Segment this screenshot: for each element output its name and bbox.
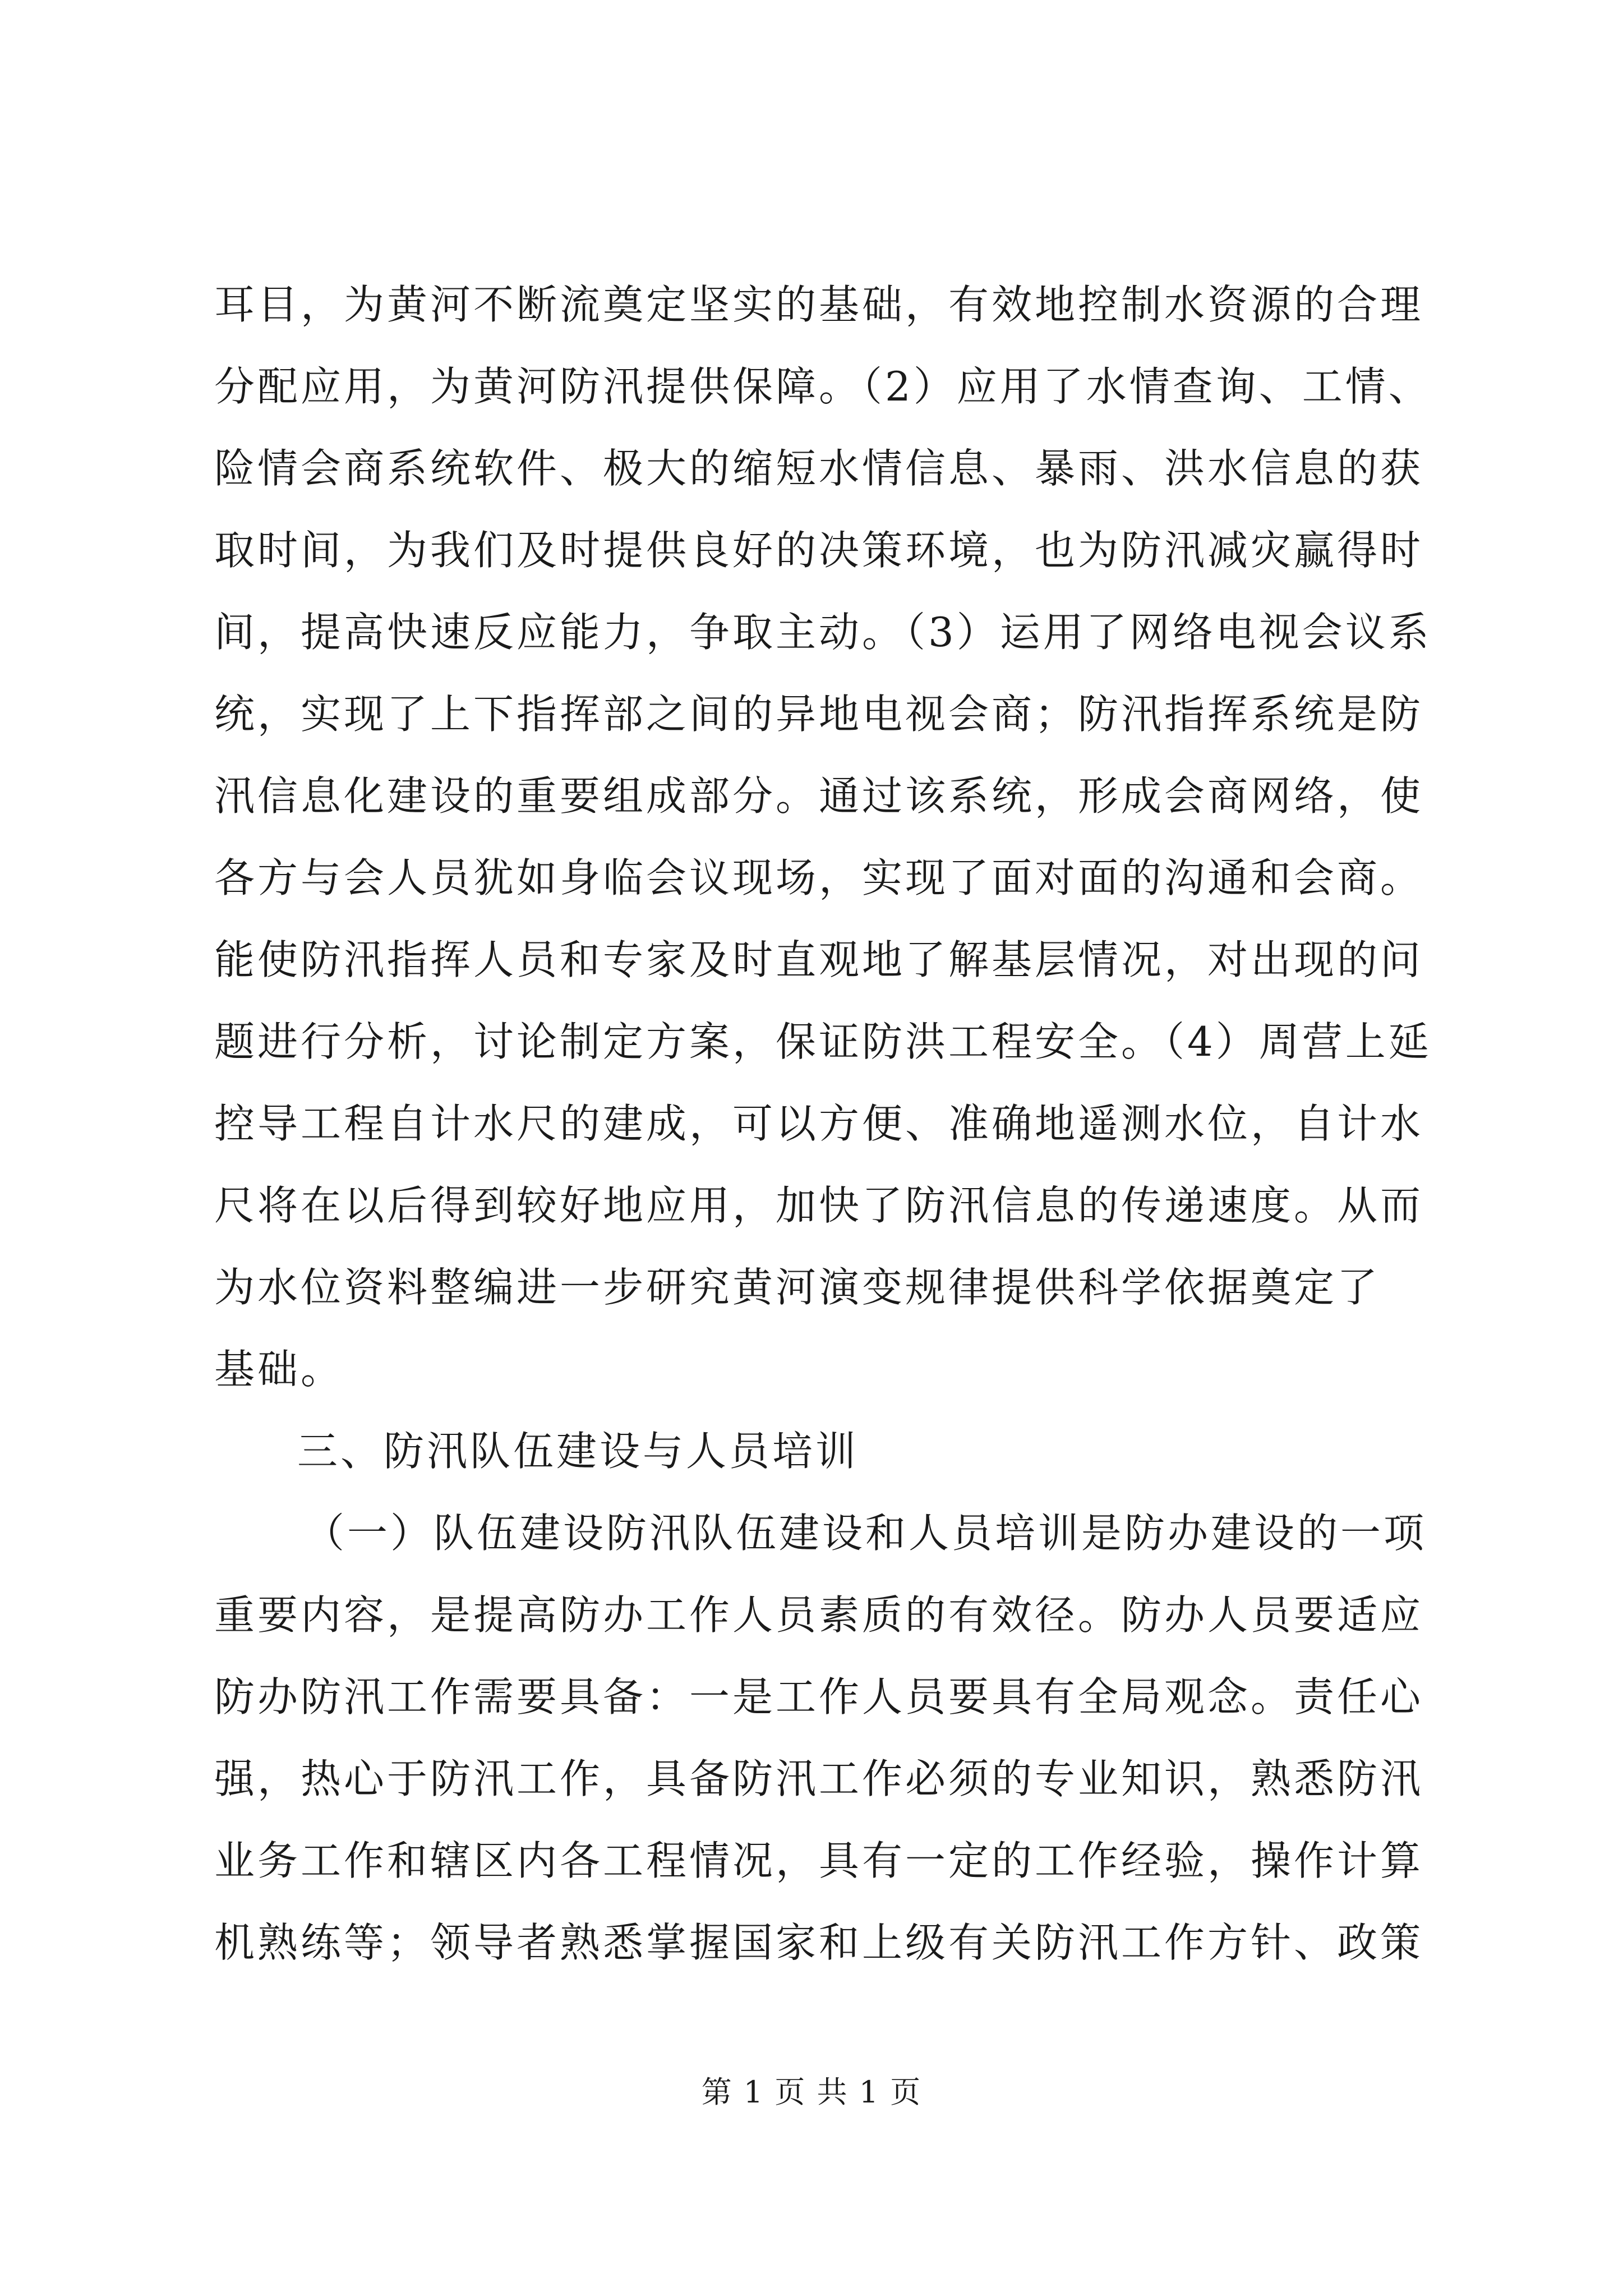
text-line: 强，热心于防汛工作，具备防汛工作必须的专业知识，熟悉防汛 <box>214 1755 1424 1802</box>
subsection-heading-line: （一）队伍建设防汛队伍建设和人员培训是防办建设的一项 <box>304 1510 1427 1557</box>
body-text <box>214 264 1432 1984</box>
page-number: 第 1 页 共 1 页 <box>701 2074 922 2110</box>
text-line: 业务工作和辖区内各工程情况，具有一定的工作经验，操作计算 <box>214 1837 1424 1884</box>
text-line: 控导工程自计水尺的建成，可以方便、准确地遥测水位，自计水 <box>214 1100 1424 1147</box>
text-line: 基础。 <box>214 1346 344 1393</box>
text-line: 题进行分析，讨论制定方案，保证防洪工程安全。（4）周营上延 <box>214 1018 1432 1065</box>
text-line: 间，提高快速反应能力，争取主动。（3）运用了网络电视会议系 <box>214 609 1432 656</box>
text-line: 防办防汛工作需要具备：一是工作人员要具有全局观念。责任心 <box>214 1673 1424 1720</box>
text-line: 各方与会人员犹如身临会议现场，实现了面对面的沟通和会商。 <box>214 854 1424 901</box>
text-line: 险情会商系统软件、极大的缩短水情信息、暴雨、洪水信息的获 <box>214 445 1424 492</box>
text-line: 汛信息化建设的重要组成部分。通过该系统，形成会商网络，使 <box>214 772 1424 820</box>
text-line: 耳目，为黄河不断流奠定坚实的基础，有效地控制水资源的合理 <box>214 281 1424 328</box>
text-line: 分配应用，为黄河防汛提供保障。（2）应用了水情查询、工情、 <box>214 363 1432 410</box>
text-line: 统，实现了上下指挥部之间的异地电视会商；防汛指挥系统是防 <box>214 691 1424 738</box>
text-line: 能使防汛指挥人员和专家及时直观地了解基层情况，对出现的问 <box>214 936 1424 983</box>
page-footer <box>0 2070 1623 2115</box>
text-line: 尺将在以后得到较好地应用，加快了防汛信息的传递速度。从而 <box>214 1182 1424 1229</box>
text-line: 机熟练等；领导者熟悉掌握国家和上级有关防汛工作方针、政策 <box>214 1919 1424 1966</box>
text-line: 重要内容，是提高防办工作人员素质的有效径。防办人员要适应 <box>214 1591 1424 1639</box>
section-heading: 三、防汛队伍建设与人员培训 <box>297 1428 859 1475</box>
text-line: 取时间，为我们及时提供良好的决策环境，也为防汛减灾赢得时 <box>214 527 1424 574</box>
text-line: 为水位资料整编进一步研究黄河演变规律提供科学依据奠定了 <box>214 1264 1381 1311</box>
